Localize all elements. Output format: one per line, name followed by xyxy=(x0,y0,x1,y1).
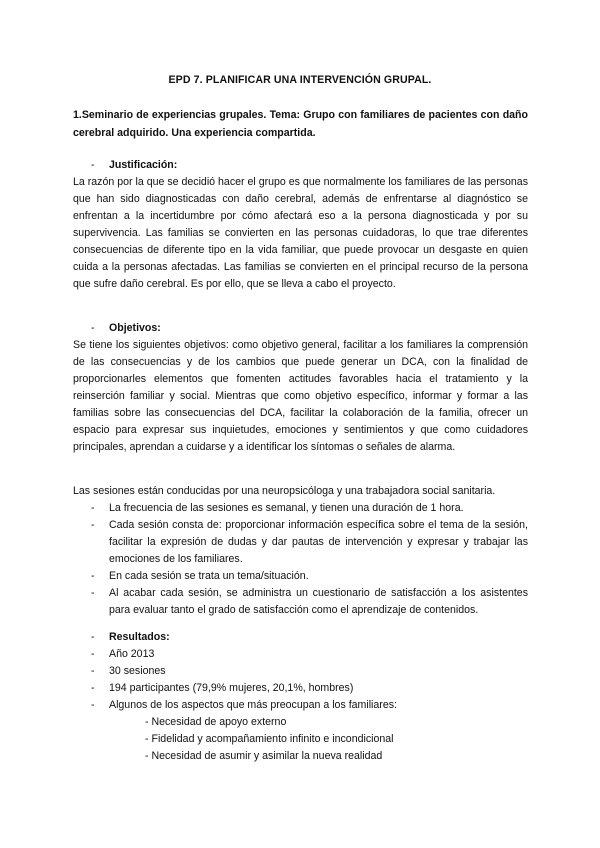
section-objetivos xyxy=(73,320,528,456)
sub-list-item: - Necesidad de asumir y asimilar la nueva realidad xyxy=(145,750,383,762)
heading-dash: - xyxy=(91,631,95,643)
section-sesiones xyxy=(73,483,528,619)
list-item xyxy=(73,680,528,697)
list-item xyxy=(73,646,528,663)
list-item-text: 30 sesiones xyxy=(109,665,166,677)
bullet-dash: - xyxy=(91,502,95,514)
bullet-dash: - xyxy=(91,570,95,582)
list-item xyxy=(73,663,528,680)
list-item-text: La frecuencia de las sesiones es semanal, y tienen una duración de 1 hora. xyxy=(109,502,464,514)
bullet-dash: - xyxy=(91,519,95,531)
objetivos-heading-text: Objetivos: xyxy=(109,322,161,334)
list-item-text: En cada sesión se trata un tema/situación. xyxy=(109,570,309,582)
seminar-subtitle: 1.Seminario de experiencias grupales. Tema: Grupo con familiares de pacientes con daño cerebral adquirido. Una experiencia compartida. xyxy=(73,109,528,139)
resultados-heading xyxy=(73,629,528,646)
list-item-text: Algunos de los aspectos que más preocupan a los familiares: xyxy=(109,699,397,711)
bullet-dash: - xyxy=(91,665,95,677)
list-item xyxy=(73,500,528,517)
heading-dash: - xyxy=(91,159,95,171)
bullet-dash: - xyxy=(91,699,95,711)
sesiones-intro: Las sesiones están conducidas por una neuropsicóloga y una trabajadora social sanitaria. xyxy=(73,485,496,497)
justificacion-paragraph: La razón por la que se decidió hacer el grupo es que normalmente los familiares de las personas que han sido diagnosticadas con daño cerebral, además de enfrentarse al diagnóstico se enfrentan a la incertidumbre por cómo afectará eso a la persona diagnosticada y por su supervivencia. Las familias se convierten en las personas cuidadoras, lo que trae diferentes consecuencias de diferente tipo en la vida familiar, que puede provocar un desgaste en quien cuida a la personas afectadas. Las familias se convierten en el principal recurso de la persona que sufre daño cerebral. Es por ello, que se lleva a cabo el proyecto. xyxy=(73,176,528,290)
page-title: EPD 7. PLANIFICAR UNA INTERVENCIÓN GRUPAL. xyxy=(168,74,432,86)
justificacion-heading xyxy=(73,157,528,174)
objetivos-heading xyxy=(73,320,528,337)
sub-list-item: - Fidelidad y acompañamiento infinito e incondicional xyxy=(145,733,394,745)
justificacion-heading-text: Justificación: xyxy=(109,159,178,171)
list-item xyxy=(73,585,528,619)
sub-list-item: - Necesidad de apoyo externo xyxy=(145,716,287,728)
list-item-text: Cada sesión consta de: proporcionar información específica sobre el tema de la sesión, facilitar la expresión de dudas y dar pautas de intervención y expresar y trabajar las emociones de los familiares. xyxy=(109,519,528,565)
section-justificacion xyxy=(73,157,528,293)
list-item xyxy=(73,517,528,568)
resultados-heading-text: Resultados: xyxy=(109,631,170,643)
bullet-dash: - xyxy=(91,587,95,599)
list-item-text: Año 2013 xyxy=(109,648,155,660)
section-resultados xyxy=(73,629,528,765)
list-item xyxy=(73,568,528,585)
objetivos-paragraph: Se tiene los siguientes objetivos: como objetivo general, facilitar a los familiares la comprensión de las consecuencias y de los cambios que puede generar un DCA, con la finalidad de proporcionarles elementos que fomenten actitudes favorables hacia el tratamiento y la reinserción familiar y social. Mientras que como objetivo específico, informar y formar a las familias sobre las consecuencias del DCA, facilitar la colaboración de la familia, ofrecer un espacio para expresar sus inquietudes, emociones y sentimientos y que como cuidadores principales, aprendan a cuidarse y a identificar los síntomas o señales de alarma. xyxy=(73,339,528,453)
bullet-dash: - xyxy=(91,648,95,660)
list-item-text: 194 participantes (79,9% mujeres, 20,1%, hombres) xyxy=(109,682,354,694)
heading-dash: - xyxy=(91,322,95,334)
bullet-dash: - xyxy=(91,682,95,694)
list-item xyxy=(73,697,528,714)
list-item-text: Al acabar cada sesión, se administra un cuestionario de satisfacción a los asistentes para evaluar tanto el grado de satisfacción como el aprendizaje de contenidos. xyxy=(109,587,528,616)
